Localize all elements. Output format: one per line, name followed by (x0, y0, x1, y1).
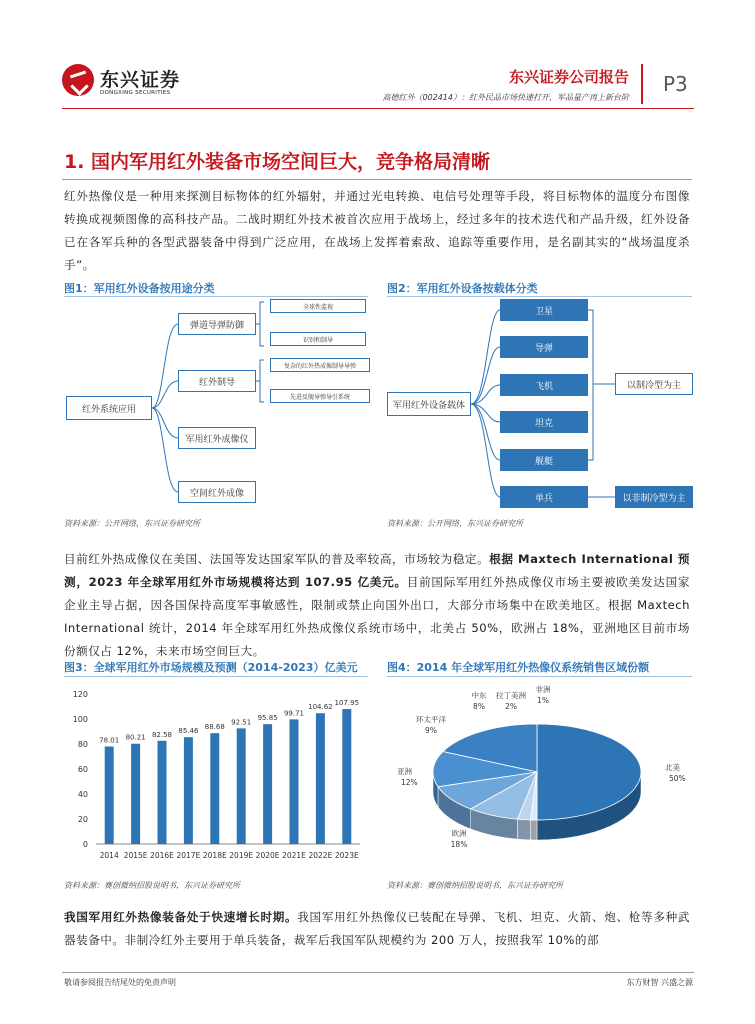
figure-2-diagram (387, 298, 695, 512)
pie-label: 亚洲 (397, 767, 412, 776)
figure-1-rule (64, 296, 368, 297)
y-tick-label: 20 (77, 815, 88, 824)
x-tick-label: 2022E (308, 851, 333, 860)
diagram-node-ir-imager: 军用红外成像仪 (178, 427, 256, 449)
bar-value-label: 104.62 (308, 703, 333, 712)
bar-value-label: 92.51 (231, 718, 252, 727)
diagram-leaf-global-surveillance: 全球性监视 (270, 299, 366, 313)
market-paragraph-text-2: 目前国际军用红外热成像仪市场主要被欧美发达国家企业主导占据，因各国保持高度军事敏感性，限制或禁止向国外出口，大部分市场集中在欧美地区。根据 Maxtech International 统计，2014 年全球军用红外热成像仪系统市场中，北美占 50%，欧洲占 18%，亚洲地区目前市场份额仅占 12%，未来市场空间巨大。 (64, 575, 690, 658)
figure-2-title: 图2：军用红外设备按载体分类 (387, 282, 538, 295)
x-tick-label: 2015E (123, 851, 148, 860)
growth-paragraph-text: 我国军用红外热像仪已装配在导弹、飞机、坦克、火箭、炮、枪等多种武器装备中。非制冷红外主要用于单兵装备，裁军后我国军队规模约为 200 万人，按照我军 10%的部 (64, 910, 690, 947)
diagram-node-missile: 导弹 (500, 336, 588, 358)
company-logo (62, 63, 182, 101)
footer-slogan: 东方财智 兴盛之源 (626, 978, 693, 987)
bar-value-label: 85.46 (178, 727, 199, 736)
diagram-leaf-thermal-missile: 复杂的红外热成像制导导弹 (270, 358, 370, 372)
figure-4-rule (387, 676, 692, 677)
x-tick-label: 2021E (282, 851, 306, 860)
y-tick-label: 80 (77, 740, 88, 749)
figure-1-source: 资料来源：公开网络，东兴证券研究所 (64, 519, 200, 528)
diagram-leaf-anti-ship: 先进反舰导弹导引系统 (270, 389, 370, 403)
pie-slice-side (530, 820, 537, 840)
bar-value-label: 95.85 (257, 714, 278, 723)
diagram-root-node: 红外系统应用 (66, 396, 152, 420)
diagram-node-space-imaging: 空间红外成像 (178, 481, 256, 503)
figure-3-rule (64, 676, 368, 677)
section-title: 1. 国内军用红外装备市场空间巨大，竞争格局清晰 (64, 151, 491, 173)
x-tick-label: 2018E (202, 851, 227, 860)
pie-percent-label: 12% (401, 778, 418, 787)
bar-value-label: 78.01 (99, 736, 120, 745)
pie-label: 环太平洋 (416, 715, 446, 724)
market-paragraph (64, 548, 690, 663)
y-tick-label: 100 (72, 715, 88, 724)
diagram-node-ir-guidance: 红外制导 (178, 370, 256, 392)
header-divider (641, 64, 643, 104)
pie-label: 拉丁美洲 (496, 691, 526, 700)
x-tick-label: 2023E (334, 851, 359, 860)
y-tick-label: 40 (77, 790, 88, 799)
diagram-node-aircraft: 飞机 (500, 374, 588, 396)
bar-value-label: 88.68 (204, 723, 225, 732)
pie-percent-label: 1% (537, 696, 549, 705)
pie-percent-label: 2% (505, 702, 517, 711)
bar (184, 737, 193, 844)
page-number: P3 (663, 72, 688, 96)
report-title: 东兴证券公司报告 (508, 68, 629, 86)
diagram-node-warship: 舰艇 (500, 449, 588, 471)
figure-2-source: 资料来源：公开网络，东兴证券研究所 (387, 519, 523, 528)
figure-1-diagram (64, 298, 374, 512)
bar (158, 741, 167, 844)
diagram-label-cooled: 以制冷型为主 (615, 373, 693, 395)
bar (263, 724, 272, 844)
bar (210, 733, 219, 844)
report-subtitle: 高德红外（002414）：红外民品市场快速打开，军品量产再上新台阶 (382, 93, 629, 102)
y-tick-label: 60 (77, 765, 88, 774)
logo-mark-icon (62, 64, 94, 96)
pie-percent-label: 9% (425, 726, 437, 735)
figure-1-title: 图1：军用红外设备按用途分类 (64, 282, 215, 295)
figure-4-title: 图4：2014 年全球军用红外热像仪系统销售区域份额 (387, 661, 650, 674)
pie-slice-side (518, 819, 531, 840)
bar (316, 713, 325, 844)
x-tick-label: 2017E (176, 851, 201, 860)
bar-value-label: 99.71 (283, 709, 305, 718)
figure-3-title: 图3：全球军用红外市场规模及预测（2014-2023）亿美元 (64, 661, 358, 674)
market-paragraph-bold: 根据 Maxtech International 预测，2023 年全球军用红外市场规模将达到 107.95 亿美元。 (64, 552, 691, 589)
footer-rule (62, 972, 694, 973)
diagram-label-uncooled: 以非制冷型为主 (615, 486, 693, 508)
logo-text: 东兴证券 (100, 69, 181, 91)
x-tick-label: 2016E (150, 851, 174, 860)
diagram-node-satellite: 卫星 (500, 299, 588, 321)
pie-percent-label: 18% (450, 840, 468, 849)
bar-chart (64, 682, 368, 872)
diagram-node-tank: 坦克 (500, 411, 588, 433)
x-tick-label: 2014 (99, 851, 119, 860)
diagram-leaf-identify-guide: 识别和制导 (270, 332, 366, 346)
growth-paragraph (64, 906, 690, 952)
logo-english-text: DONGXING SECURITIES (100, 90, 171, 96)
diagram-root-node: 军用红外设备载体 (387, 392, 471, 416)
intro-paragraph: 红外热像仪是一种用来探测目标物体的红外辐射，并通过光电转换、电信号处理等手段，将目标物体的温度分布图像转换成视频图像的高科技产品。二战时期红外技术被首次应用于战场上，经过多年的技术迭代和产品升级，红外设备已在各军兵种的各型武器装备中得到广泛应用，在战场上发挥着索敌、追踪等重要作用，是名副其实的“战场温度杀手”。 (64, 189, 690, 272)
bar (237, 728, 246, 844)
footer-disclaimer: 敬请参阅报告结尾处的免责声明 (64, 978, 176, 987)
figure-2-rule (387, 296, 692, 297)
growth-paragraph-bold: 我国军用红外热像装备处于快速增长时期。 (64, 910, 298, 924)
figure-4-source: 资料来源：赛创微纳招股说明书，东兴证券研究所 (387, 881, 563, 890)
y-tick-label: 120 (72, 690, 88, 699)
diagram-node-missile-defense: 弹道导弹防御 (178, 313, 256, 335)
bar-value-label: 82.58 (151, 730, 173, 739)
pie-percent-label: 8% (473, 702, 485, 711)
bar (342, 709, 351, 844)
diagram-node-soldier: 单兵 (500, 486, 588, 508)
bar (105, 746, 114, 844)
pie-label: 欧洲 (451, 829, 467, 838)
market-paragraph-text-1: 目前红外热成像仪在美国、法国等发达国家军队的普及率较高，市场较为稳定。 (64, 552, 490, 566)
bar-value-label: 107.95 (334, 699, 360, 708)
x-tick-label: 2019E (229, 851, 254, 860)
section-rule (62, 179, 692, 180)
pie-label: 北美 (665, 763, 680, 772)
bar (131, 744, 140, 844)
pie-label: 中东 (471, 691, 487, 700)
y-tick-label: 0 (82, 840, 88, 849)
pie-chart (387, 682, 692, 872)
bar-value-label: 80.21 (125, 733, 146, 742)
pie-label: 非洲 (535, 685, 551, 694)
figure-3-source: 资料来源：赛创微纳招股说明书，东兴证券研究所 (64, 881, 240, 890)
x-tick-label: 2020E (255, 851, 280, 860)
header-rule (62, 108, 694, 109)
bar (290, 719, 299, 844)
pie-percent-label: 50% (669, 774, 686, 783)
